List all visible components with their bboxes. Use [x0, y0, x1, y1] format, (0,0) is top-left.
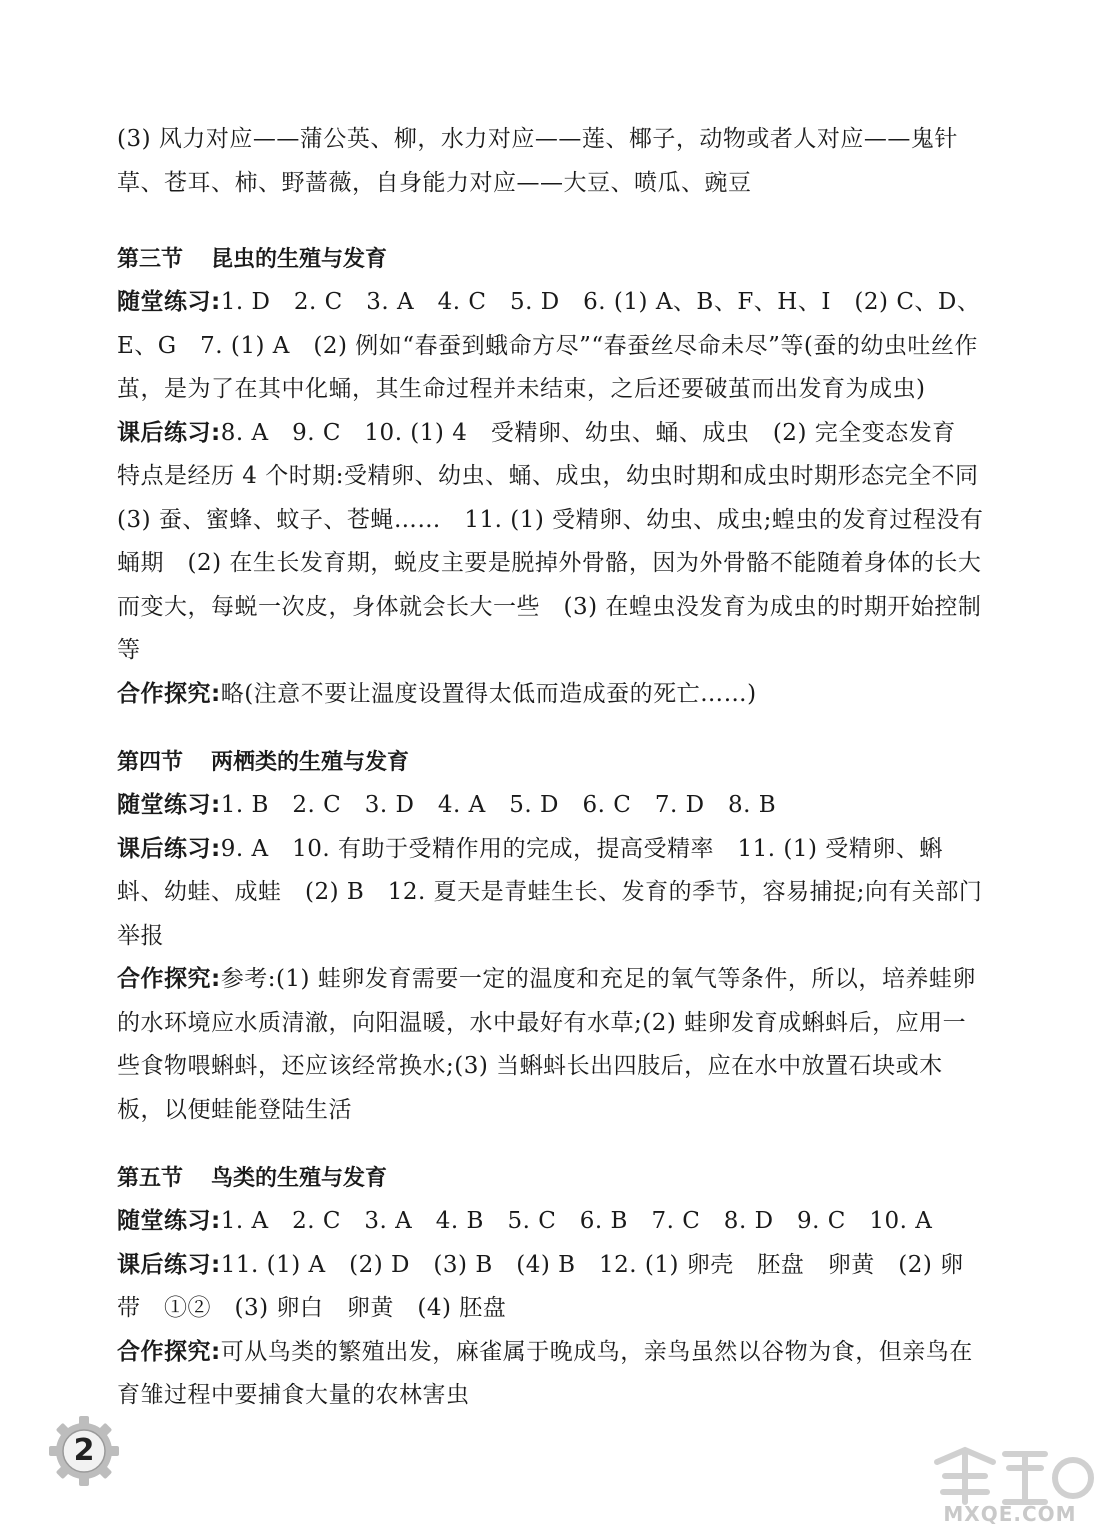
cooperative-inquiry — [117, 958, 987, 1132]
after-class-answers: 9. A 10. 有助于受精作用的完成，提高受精率 11. (1) 受精卵、蝌蚪、幼蛙、成蛙 (2) B 12. 夏天是青蛙生长、发育的季节，容易捕捉;向有关部门举报 — [117, 835, 983, 949]
section-3 — [117, 245, 1003, 716]
class-practice — [117, 784, 987, 828]
section-number: 第四节 — [117, 750, 184, 775]
section-4 — [117, 748, 987, 1132]
after-class-practice — [117, 412, 1003, 673]
class-practice — [117, 281, 987, 412]
section-heading — [117, 1164, 987, 1194]
section-heading — [117, 245, 987, 275]
class-practice-answers: 1. A 2. C 3. A 4. B 5. C 6. B 7. C 8. D 9. C 10. A — [220, 1208, 933, 1234]
after-class-answers: 11. (1) A (2) D (3) B (4) B 12. (1) 卵壳 胚盘 卵黄 (2) 卵带 ①② (3) 卵白 卵黄 (4) 胚盘 — [117, 1251, 964, 1321]
section-5 — [117, 1164, 987, 1418]
class-practice-answers: 1. B 2. C 3. D 4. A 5. D 6. C 7. D 8. B — [220, 792, 777, 818]
after-class-practice — [117, 828, 987, 959]
cooperative-answer: 可从鸟类的繁殖出发，麻雀属于晚成鸟，亲鸟虽然以谷物为食，但亲鸟在育雏过程中要捕食大量的农林害虫 — [117, 1338, 973, 1408]
section-title: 两栖类的生殖与发育 — [211, 750, 410, 775]
page-number: 2 — [73, 1433, 95, 1468]
cooperative-inquiry — [117, 673, 987, 717]
class-practice — [117, 1200, 987, 1244]
answer-page — [117, 118, 1003, 1418]
class-practice-label: 随堂练习: — [117, 289, 221, 315]
watermark-text: MXQE.COM — [943, 1502, 1077, 1526]
after-class-label: 课后练习: — [117, 835, 221, 862]
cooperative-inquiry — [117, 1331, 987, 1418]
class-practice-answers: 1. D 2. C 3. A 4. C 5. D 6. (1) A、B、F、H、I (2) C、D、E、G 7. (1) A (2) 例如“春蚕到蛾命方尽”“春蚕丝尽命未尽”等(蚕的幼虫吐丝作茧，是为了在其中化蛹，其生命过程并未结束，之后还要破茧而出发育为成虫) — [117, 289, 981, 402]
section-number: 第三节 — [117, 247, 184, 272]
cooperative-label: 合作探究: — [117, 1338, 221, 1365]
cooperative-label: 合作探究: — [117, 680, 221, 707]
section-title: 鸟类的生殖与发育 — [211, 1166, 388, 1191]
cooperative-answer: 参考:(1) 蛙卵发育需要一定的温度和充足的氧气等条件，所以，培养蛙卵的水环境应水质清澈，向阳温暖，水中最好有水草;(2) 蛙卵发育成蝌蚪后，应用一些食物喂蝌蚪，还应该经常换水;(3) 当蝌蚪长出四肢后，应在水中放置石块或木板，以便蛙能登陆生活 — [117, 966, 976, 1123]
section-title: 昆虫的生殖与发育 — [211, 247, 388, 272]
continued-paragraph: (3) 风力对应——蒲公英、柳，水力对应——莲、椰子，动物或者人对应——鬼针草、苍耳、柿、野蔷薇，自身能力对应——大豆、喷瓜、豌豆 — [117, 126, 958, 196]
class-practice-label: 随堂练习: — [117, 792, 221, 818]
cooperative-answer: 略(注意不要让温度设置得太低而造成蚕的死亡……) — [220, 680, 757, 707]
after-class-label: 课后练习: — [117, 419, 221, 446]
after-class-practice — [117, 1244, 987, 1331]
section-number: 第五节 — [117, 1166, 184, 1191]
cooperative-label: 合作探究: — [117, 966, 221, 992]
after-class-answers: 8. A 9. C 10. (1) 4 受精卵、幼虫、蛹、成虫 (2) 完全变态发育 特点是经历 4 个时期:受精卵、幼虫、蛹、成虫，幼虫时期和成虫时期形态完全不同 (3) 蚕、蜜蜂、蚊子、苍蝇…… 11. (1) 受精卵、幼虫、成虫;蝗虫的发育过程没有蛹期 (2) 在生长发育期，蜕皮主要是脱掉外骨骼，因为外骨骼不能随着身体的长大而变大，每蜕一次皮，身体就会长大一些 (3) 在蝗虫没发育为成虫的时期开始控制等 — [117, 419, 1003, 663]
section-heading — [117, 748, 987, 778]
class-practice-label: 随堂练习: — [117, 1208, 221, 1234]
after-class-label: 课后练习: — [117, 1251, 221, 1278]
